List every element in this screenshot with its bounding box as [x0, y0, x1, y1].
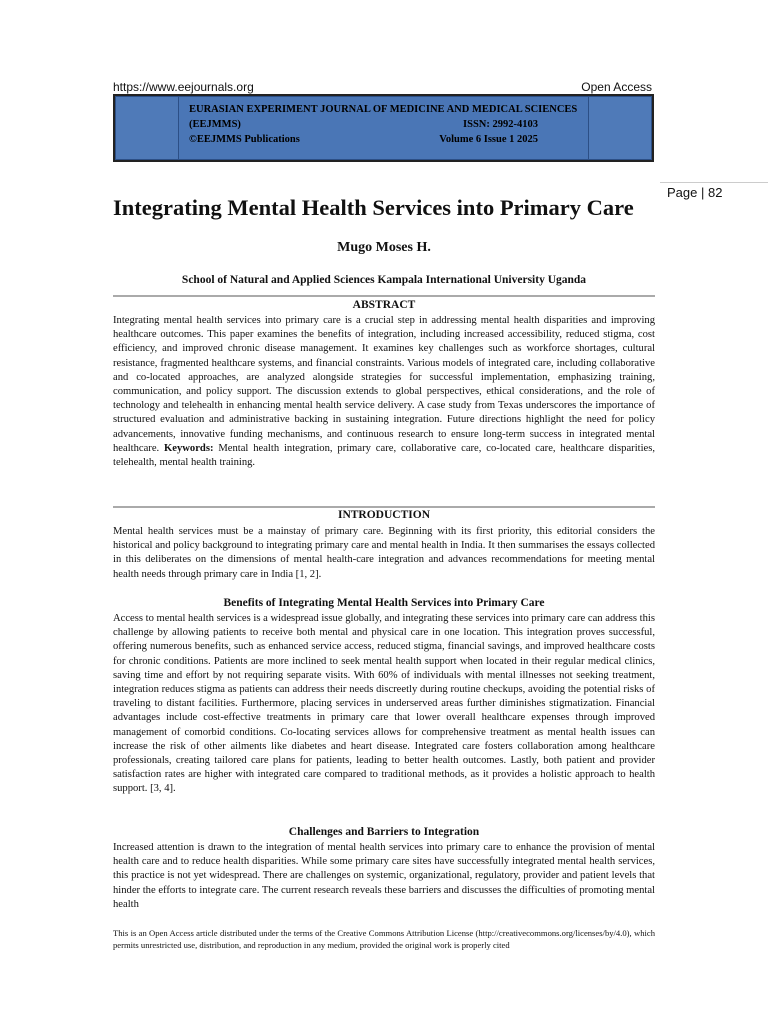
challenges-text: Increased attention is drawn to the integration of mental health services into primary care to enhance the provision of mental health care and to reduce health disparities. While some primary care sites have successfully integrated mental health services, this practice is not yet widespread. There are challenges on systemic, organizational, regulatory, provider and patient levels that hinder the efforts to integrate care. The current research reveals these barriers and discusses the difficulties of promoting mental health: [113, 842, 655, 910]
journal-name: EURASIAN EXPERIMENT JOURNAL OF MEDICINE AND MEDICAL SCIENCES: [189, 104, 578, 115]
benefits-heading: Benefits of Integrating Mental Health Services into Primary Care: [223, 597, 545, 609]
author-affiliation: School of Natural and Applied Sciences Kampala International University Uganda: [181, 274, 587, 286]
journal-issn: ISSN: 2992-4103: [463, 119, 538, 130]
divider: [113, 506, 655, 508]
abstract-text: [113, 314, 655, 470]
journal-banner: [113, 94, 654, 162]
journal-volume: Volume 6 Issue 1 2025: [439, 134, 538, 145]
open-access-label: Open Access: [581, 80, 652, 94]
banner-right-block: [588, 96, 652, 160]
introduction-text: Mental health services must be a mainstay of primary care. Beginning with its first priority, this editorial considers the historical and policy background to integrating primary care and mental health in India. It then summarises the essays collected in this deliberates on the dimensions of mental health-care integration and advances recommendations for meeting mental health needs through primary care in India [1, 2].: [113, 526, 655, 580]
benefits-text: Access to mental health services is a widespread issue globally, and integrating these services into primary care can address this challenge by allowing patients to receive both mental and physical care in one location. This integration proves successful, offering numerous benefits, such as enhanced service access, reduced stigma, financial savings, and improved healthcare costs for chronic conditions. Patients are more inclined to seek mental health support when located in their regular medical clinics, saving time and effort by not requiring separate visits. With 60% of individuals with mental illnesses not seeking treatment, integration reduces stigma as patients can address their needs discreetly during routine checkups, avoiding the potential risks of traveling to distant facilities. Furthermore, placing services in underserved areas further diminishes stigmatization. Financial advantages include cost-effective treatments in primary care that lower overall healthcare expenses through improved management of comorbid conditions. Co-locating services allows for comprehensive treatment as mental health issues can increase the risk of other ailments like diabetes and heart disease. Integrated care fosters collaboration among healthcare professionals, creating tailored care plans for patients, leading to better health outcomes. Lastly, both patient and provider satisfaction rates are higher with integrated care compared to traditional methods, as it provides a holistic approach to health support. [3, 4].: [113, 613, 655, 795]
license-footnote: This is an Open Access article distributed under the terms of the Creative Commons Attribution License (http://creativecommons.org/licenses/by/4.0), which permits unrestricted use, distribution, and reproduction in any medium, provided the original work is properly cited: [113, 928, 655, 950]
journal-url[interactable]: https://www.eejournals.org: [113, 80, 254, 94]
page-number: Page | 82: [667, 185, 723, 200]
banner-text-block: [179, 96, 588, 160]
journal-abbr: (EEJMMS): [189, 119, 241, 130]
abstract-body: Integrating mental health services into primary care is a crucial step in addressing mental health disparities and improving healthcare outcomes. This paper examines the benefits of integration, including increased accessibility, reduced stigma, cost efficiency, and improved chronic disease management. It examines key challenges such as workforce shortages, cultural resistance, fragmented healthcare systems, and financial constraints. Various models of integrated care, including collaborative and co-located approaches, are analyzed alongside strategies for successful implementation, emphasizing training, communication, and policy support. The discussion extends to global perspectives, ethical considerations, and the role of technology and telehealth in enhancing mental health service delivery. A case study from Texas underscores the importance of structured evaluation and administrative backing in sustaining integration. Future directions highlight the need for policy advancements, innovative funding mechanisms, and continuous research to ensure long-term success in integrated mental healthcare.: [113, 315, 655, 454]
divider: [113, 295, 655, 297]
banner-left-block: [115, 96, 179, 160]
journal-publisher: ©EEJMMS Publications: [189, 134, 300, 145]
author-name: Mugo Moses H.: [337, 240, 431, 255]
keywords-text: Mental health integration, primary care, collaborative care, co-located care, healthcare disparities, telehealth, mental health training.: [113, 442, 655, 469]
keywords-label: Keywords:: [164, 442, 214, 454]
introduction-heading: INTRODUCTION: [337, 509, 430, 521]
page-divider: [660, 182, 768, 183]
challenges-heading: Challenges and Barriers to Integration: [288, 826, 480, 838]
abstract-heading: ABSTRACT: [352, 299, 416, 311]
article-title: Integrating Mental Health Services into Primary Care: [113, 195, 634, 220]
